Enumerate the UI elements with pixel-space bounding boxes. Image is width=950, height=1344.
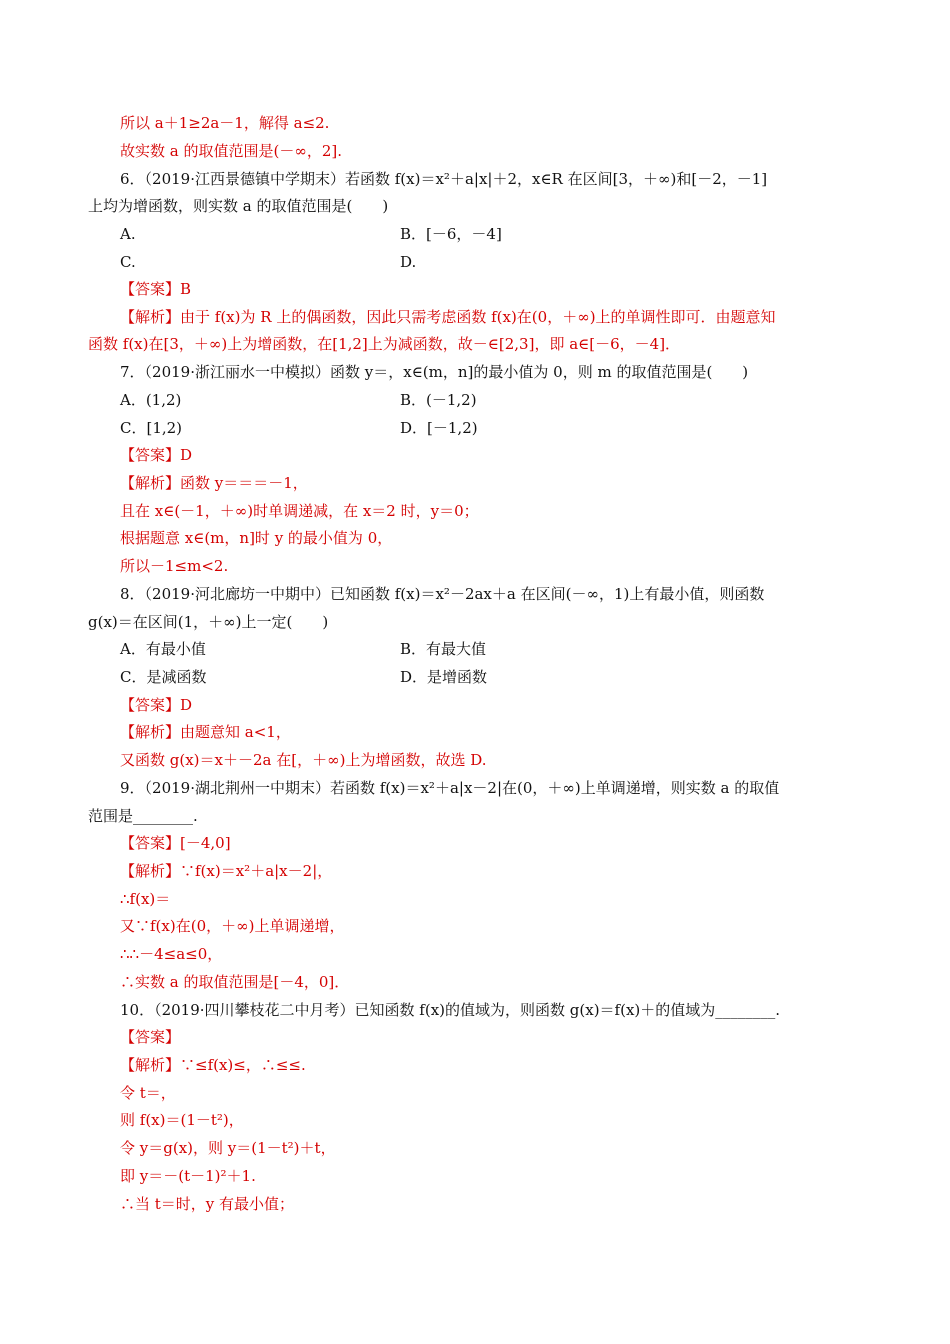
- question-9-explanation-cont: ∴∴－4≤a≤0，: [120, 945, 223, 963]
- question-7-option-a: A．(1,2): [120, 391, 182, 409]
- question-6-stem: 6．（2019·江西景德镇中学期末）若函数 f(x)＝x²＋a|x|＋2，x∈R 在区间[3，＋∞)和[－2，－1]: [120, 170, 768, 188]
- question-6-answer: 【答案】B: [120, 280, 192, 298]
- question-8-stem-cont: g(x)＝在区间(1，＋∞)上一定( ): [88, 613, 329, 631]
- question-9-stem: 9．（2019·湖北荆州一中期末）若函数 f(x)＝x²＋a|x－2|在(0，＋∞)上单调递增，则实数 a 的取值: [120, 779, 780, 797]
- question-10-answer: 【答案】: [120, 1028, 181, 1046]
- question-7-option-d: D．[－1,2): [400, 419, 478, 437]
- solution-line: 所以 a＋1≥2a－1，解得 a≤2.: [120, 114, 330, 132]
- question-9-explanation: 【解析】∵f(x)＝x²＋a|x－2|，: [120, 862, 333, 880]
- question-8-answer: 【答案】D: [120, 696, 193, 714]
- question-7-explanation-cont: 根据题意 x∈(m，n]时 y 的最小值为 0，: [120, 529, 393, 547]
- question-6-option-b: B．[－6，－4]: [400, 225, 502, 243]
- question-9-explanation-cont: 又∵f(x)在(0，＋∞)上单调递增，: [120, 917, 345, 935]
- question-6-option-a: A.: [120, 225, 136, 243]
- question-7-stem: 7．（2019·浙江丽水一中模拟）函数 y＝，x∈(m，n]的最小值为 0，则 m 的取值范围是( ): [120, 363, 749, 381]
- question-8-option-a: A．有最小值: [120, 640, 206, 658]
- question-9-stem-cont: 范围是________.: [88, 807, 198, 825]
- question-7-explanation-cont: 且在 x∈(－1，＋∞)时单调递减，在 x＝2 时，y＝0；: [120, 502, 479, 520]
- question-10-explanation-cont: 令 t＝，: [120, 1084, 176, 1102]
- question-10-stem: 10．（2019·四川攀枝花二中月考）已知函数 f(x)的值域为，则函数 g(x)＝f(x)＋的值域为________.: [120, 1001, 781, 1019]
- question-6-stem-cont: 上均为增函数，则实数 a 的取值范围是( ): [88, 197, 389, 215]
- question-9-explanation-cont: ∴实数 a 的取值范围是[－4，0]．: [120, 973, 350, 991]
- question-10-explanation-cont: 则 f(x)＝(1－t²)，: [120, 1111, 244, 1129]
- solution-line: 故实数 a 的取值范围是(－∞，2].: [120, 142, 342, 160]
- question-6-option-d: D.: [400, 253, 417, 271]
- question-10-explanation-cont: 即 y＝－(t－1)²＋1.: [120, 1167, 256, 1185]
- question-10-explanation-cont: 令 y＝g(x)，则 y＝(1－t²)＋t，: [120, 1139, 336, 1157]
- question-9-explanation-cont: ∴f(x)＝: [120, 890, 171, 908]
- question-6-explanation-cont: 函数 f(x)在[3，＋∞)上为增函数，在[1,2]上为减函数，故－∈[2,3]，即 a∈[－6，－4]．: [88, 335, 681, 353]
- question-8-stem: 8．（2019·河北廊坊一中期中）已知函数 f(x)＝x²－2ax＋a 在区间(－∞，1)上有最小值，则函数: [120, 585, 765, 603]
- question-7-explanation: 【解析】函数 y＝＝＝－1，: [120, 474, 308, 492]
- question-7-option-b: B．(－1,2): [400, 391, 477, 409]
- question-8-option-d: D．是增函数: [400, 668, 488, 686]
- question-7-option-c: C．[1,2): [120, 419, 183, 437]
- question-6-option-c: C.: [120, 253, 136, 271]
- question-6-explanation: 【解析】由于 f(x)为 R 上的偶函数，因此只需考虑函数 f(x)在(0，＋∞)上的单调性即可．由题意知: [120, 308, 776, 326]
- question-9-answer: 【答案】[－4,0]: [120, 834, 231, 852]
- question-8-option-c: C．是减函数: [120, 668, 207, 686]
- question-8-explanation-cont: 又函数 g(x)＝x＋－2a 在[，＋∞)上为增函数，故选 D.: [120, 751, 487, 769]
- question-7-explanation-cont: 所以－1≤m<2.: [120, 557, 229, 575]
- question-8-option-b: B．有最大值: [400, 640, 487, 658]
- question-8-explanation: 【解析】由题意知 a<1，: [120, 723, 291, 741]
- question-10-explanation: 【解析】∵≤f(x)≤，∴≤≤.: [120, 1056, 306, 1074]
- question-7-answer: 【答案】D: [120, 446, 193, 464]
- question-10-explanation-cont: ∴当 t＝时，y 有最小值；: [120, 1195, 295, 1213]
